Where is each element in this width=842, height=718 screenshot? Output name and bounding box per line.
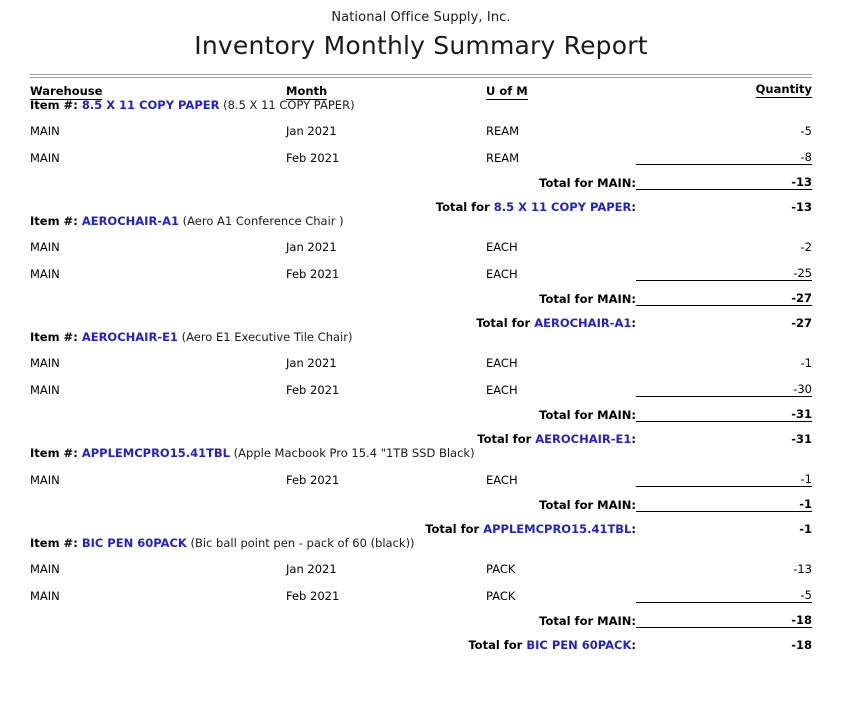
column-header-warehouse [30,78,286,98]
column-header-uom-label: U of M [486,84,528,98]
item-total-row [30,190,812,215]
item-total-prefix: Total for [476,316,535,330]
warehouse-cell: MAIN [30,588,60,603]
item-total-prefix: Total for [435,200,494,214]
item-total-colon: : [631,200,636,214]
company-name: National Office Supply, Inc. [331,10,511,25]
item-total-row [30,628,812,653]
item-total-label [30,512,636,537]
quantity-cell: -1 [800,356,812,370]
table-row [30,460,812,487]
table-row [30,550,812,576]
item-description: (Bic ball point pen - pack of 60 (black)) [186,536,415,550]
uom-cell: EACH [486,266,518,281]
warehouse-cell: MAIN [30,382,60,397]
table-header-row [30,78,812,98]
item-total-prefix: Total for [477,432,536,446]
table-row [30,254,812,281]
table-row [30,138,812,165]
uom-cell: EACH [486,356,518,370]
item-total-prefix: Total for [468,638,527,652]
warehouse-total-label: Total for MAIN: [539,497,636,512]
item-description: (Apple Macbook Pro 15.4 "1TB SSD Black) [230,446,475,460]
item-header-row [30,98,812,112]
item-header-cell [30,214,812,228]
warehouse-total-row [30,603,812,628]
column-header-warehouse-label: Warehouse [30,84,103,98]
item-header-row [30,330,812,344]
warehouse-total-label: Total for MAIN: [539,613,636,628]
warehouse-total-row [30,165,812,190]
inventory-table [30,78,812,652]
warehouse-total-label: Total for MAIN: [539,407,636,422]
column-header-quantity-label: Quantity [755,82,812,96]
item-total-row [30,422,812,447]
warehouse-cell: MAIN [30,240,60,254]
item-header-cell [30,330,812,344]
warehouse-cell: MAIN [30,472,60,487]
month-cell: Feb 2021 [286,382,340,397]
warehouse-cell: MAIN [30,562,60,576]
item-total-code: 8.5 X 11 COPY PAPER [493,200,632,214]
table-row [30,576,812,603]
item-description: (Aero E1 Executive Tile Chair) [177,330,353,344]
item-total-value: -18 [636,628,812,653]
item-total-label [30,422,636,447]
quantity-cell: -13 [793,562,812,576]
item-number-label: Item #: [30,214,82,228]
item-total-row [30,512,812,537]
table-row [30,344,812,370]
item-total-value: -13 [636,190,812,215]
item-total-code: APPLEMCPRO15.41TBL [483,522,632,536]
table-row [30,370,812,397]
warehouse-total-row [30,487,812,512]
warehouse-cell: MAIN [30,266,60,281]
month-cell: Jan 2021 [286,356,337,370]
item-header-row [30,446,812,460]
item-total-colon: : [631,316,636,330]
warehouse-total-label: Total for MAIN: [539,291,636,306]
item-number-label: Item #: [30,98,82,112]
item-total-value: -1 [636,512,812,537]
column-header-quantity [636,78,812,98]
item-code-link[interactable]: AEROCHAIR-E1 [81,330,178,344]
page-title: Inventory Monthly Summary Report [194,31,648,60]
item-total-code: AEROCHAIR-E1 [535,432,632,446]
item-header-row [30,214,812,228]
uom-cell: EACH [486,472,518,487]
quantity-cell: -5 [800,588,812,602]
item-header-cell [30,536,812,550]
item-code-link[interactable]: 8.5 X 11 COPY PAPER [81,98,220,112]
item-description: (8.5 X 11 COPY PAPER) [219,98,355,112]
uom-cell: REAM [486,150,520,165]
month-cell: Jan 2021 [286,240,337,254]
quantity-cell: -1 [800,472,812,486]
item-header-row [30,536,812,550]
uom-cell: PACK [486,588,516,603]
item-code-link[interactable]: BIC PEN 60PACK [81,536,187,550]
warehouse-cell: MAIN [30,356,60,370]
month-cell: Feb 2021 [286,472,340,487]
warehouse-total-row [30,281,812,306]
table-row [30,112,812,138]
item-total-colon: : [631,638,636,652]
item-number-label: Item #: [30,446,82,460]
column-header-month [286,78,486,98]
item-total-colon: : [631,432,636,446]
uom-cell: REAM [486,124,520,138]
month-cell: Feb 2021 [286,588,340,603]
item-number-label: Item #: [30,536,82,550]
item-header-cell [30,446,812,460]
item-description: (Aero A1 Conference Chair ) [178,214,344,228]
quantity-cell: -8 [800,150,812,164]
warehouse-cell: MAIN [30,150,60,165]
column-header-month-label: Month [286,84,328,98]
warehouse-total-value: -27 [636,281,812,306]
quantity-cell: -2 [800,240,812,254]
month-cell: Jan 2021 [286,562,337,576]
quantity-cell: -25 [793,266,812,280]
item-total-code: BIC PEN 60PACK [526,638,632,652]
item-code-link[interactable]: AEROCHAIR-A1 [81,214,179,228]
month-cell: Feb 2021 [286,150,340,165]
item-total-row [30,306,812,331]
table-row [30,228,812,254]
uom-cell: PACK [486,562,516,576]
item-total-value: -27 [636,306,812,331]
warehouse-cell: MAIN [30,124,60,138]
column-header-uom [486,78,636,98]
item-code-link[interactable]: APPLEMCPRO15.41TBL [81,446,231,460]
month-cell: Feb 2021 [286,266,340,281]
item-total-label [30,306,636,331]
item-total-label [30,190,636,215]
warehouse-total-row [30,397,812,422]
item-total-value: -31 [636,422,812,447]
warehouse-total-value: -1 [636,487,812,512]
warehouse-total-value: -13 [636,165,812,190]
item-header-cell [30,98,812,112]
warehouse-total-value: -31 [636,397,812,422]
item-total-prefix: Total for [425,522,484,536]
item-total-colon: : [631,522,636,536]
item-total-code: AEROCHAIR-A1 [534,316,632,330]
item-total-label [30,628,636,653]
item-number-label: Item #: [30,330,82,344]
quantity-cell: -30 [793,382,812,396]
warehouse-total-value: -18 [636,603,812,628]
uom-cell: EACH [486,240,518,254]
month-cell: Jan 2021 [286,124,337,138]
uom-cell: EACH [486,382,518,397]
quantity-cell: -5 [800,124,812,138]
warehouse-total-label: Total for MAIN: [539,175,636,190]
